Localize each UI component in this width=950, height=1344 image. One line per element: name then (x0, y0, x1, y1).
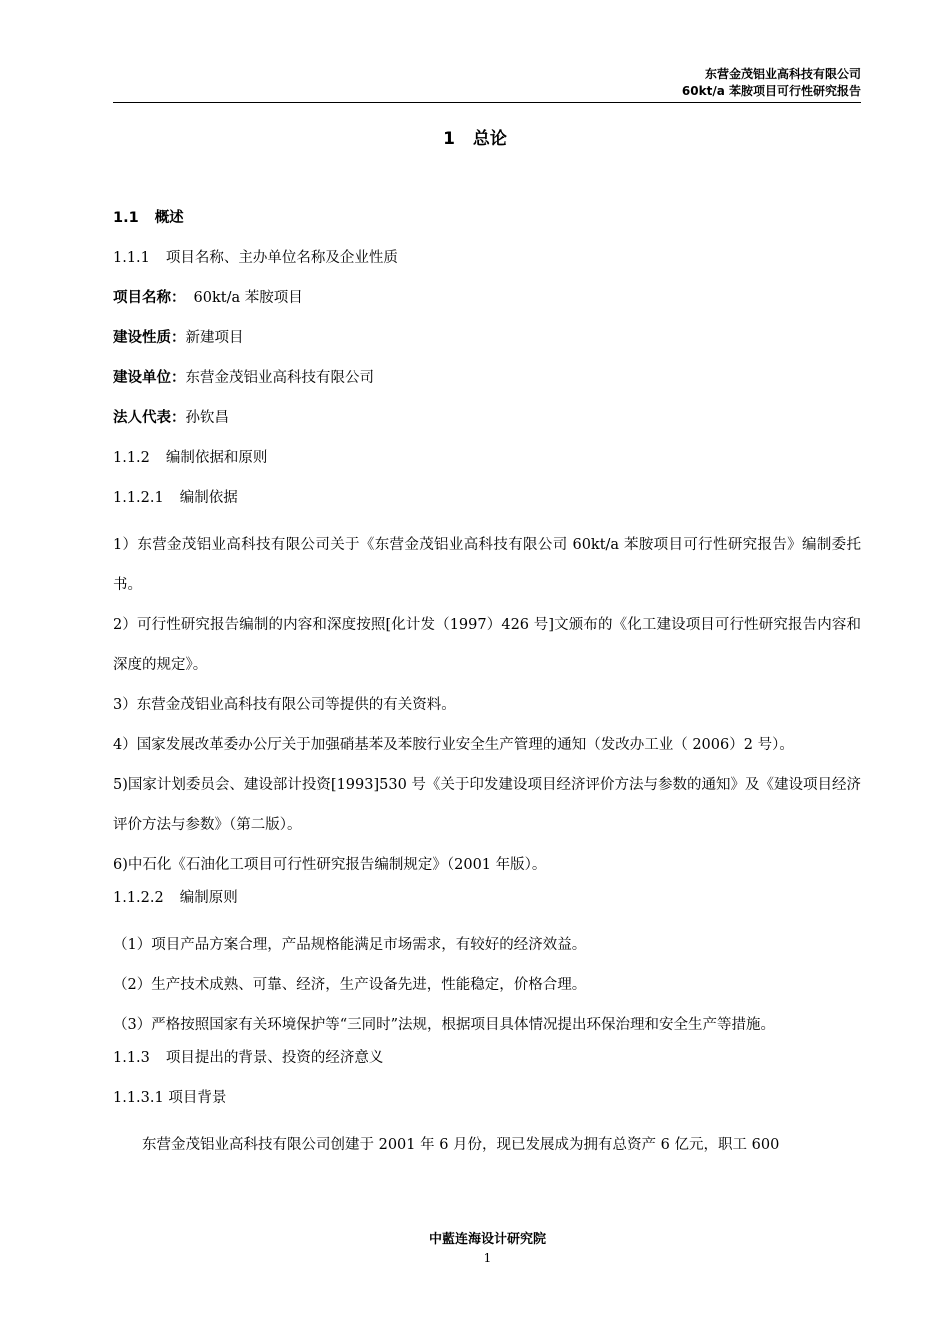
section-title: 概述 (154, 210, 184, 226)
construction-unit-row (113, 365, 861, 405)
section-title: 编制原则 (179, 890, 238, 906)
chapter-title-text: 总论 (472, 129, 507, 149)
field-value: 60kt/a 苯胺项目 (193, 290, 303, 306)
section-heading-1-1-2-1 (113, 485, 861, 525)
section-title: 项目提出的背景、投资的经济意义 (165, 1050, 384, 1066)
section-title: 项目名称、主办单位名称及企业性质 (165, 250, 398, 266)
section-heading-1-1-2 (113, 445, 861, 485)
field-label: 项目名称： (113, 290, 186, 306)
field-label: 建设性质： (113, 330, 186, 346)
basis-item: 3）东营金茂铝业高科技有限公司等提供的有关资料。 (113, 697, 456, 713)
section-heading-1-1-2-2 (113, 885, 861, 925)
section-heading-1-1-1 (113, 245, 861, 285)
basis-item: 5)国家计划委员会、建设部计投资[1993]530 号《关于印发建设项目经济评价方法与参数的通知》及《建设项目经济评价方法与参数》（第二版）。 (113, 777, 861, 833)
basis-item: 6)中石化《石油化工项目可行性研究报告编制规定》（2001 年版）。 (113, 857, 547, 873)
chapter-title (0, 126, 950, 152)
basis-item: 2）可行性研究报告编制的内容和深度按照[化计发（1997）426 号]文颁布的《化工建设项目可行性研究报告内容和深度的规定》。 (113, 617, 861, 673)
legal-representative-row (113, 405, 861, 445)
principle-item: （1）项目产品方案合理，产品规格能满足市场需求，有较好的经济效益。 (113, 937, 587, 953)
section-number: 1.1.2.1 (113, 490, 164, 506)
field-value: 新建项目 (185, 330, 244, 346)
chapter-number: 1 (443, 129, 455, 149)
construction-nature-row (113, 325, 861, 365)
principle-item: （2）生产技术成熟、可靠、经济，生产设备先进，性能稳定，价格合理。 (113, 977, 587, 993)
basis-item: 1）东营金茂铝业高科技有限公司关于《东营金茂铝业高科技有限公司 60kt/a 苯胺项目可行性研究报告》编制委托书。 (113, 537, 861, 593)
section-number: 1.1.1 (113, 250, 150, 266)
field-label: 法人代表： (113, 410, 186, 426)
section-number: 1.1.2 (113, 450, 150, 466)
project-name-row (113, 285, 861, 325)
footer-organization: 中藍连海设计研究院 (428, 1232, 546, 1247)
header-divider (113, 102, 861, 103)
background-paragraph: 东营金茂铝业高科技有限公司创建于 2001 年 6 月份，现已发展成为拥有总资产 6 亿元，职工 600 (142, 1137, 780, 1153)
section-number: 1.1.3 (113, 1050, 150, 1066)
section-heading-1-1 (113, 205, 861, 245)
basis-item: 4）国家发展改革委办公厅关于加强硝基苯及苯胺行业安全生产管理的通知（发改办工业（ 2006）2 号）。 (113, 737, 794, 753)
section-number: 1.1.2.2 (113, 890, 164, 906)
section-number: 1.1 (113, 210, 139, 226)
section-title: 编制依据和原则 (165, 450, 268, 466)
running-header (113, 66, 861, 100)
document-body (113, 205, 861, 1165)
header-report-title: 60kt/a 苯胺项目可行性研究报告 (681, 84, 861, 98)
section-heading-1-1-3 (113, 1045, 861, 1085)
field-label: 建设单位： (113, 370, 186, 386)
page-number: 1 (483, 1251, 492, 1265)
section-title: 编制依据 (179, 490, 238, 506)
header-company: 东营金茂铝业高科技有限公司 (704, 67, 861, 81)
field-value: 东营金茂铝业高科技有限公司 (185, 370, 374, 386)
section-heading-1-1-3-1: 1.1.3.1 项目背景 (113, 1090, 227, 1106)
field-value: 孙钦昌 (185, 410, 229, 426)
principle-item: （3）严格按照国家有关环境保护等“三同时”法规，根据项目具体情况提出环保治理和安全生产等措施。 (113, 1017, 776, 1033)
